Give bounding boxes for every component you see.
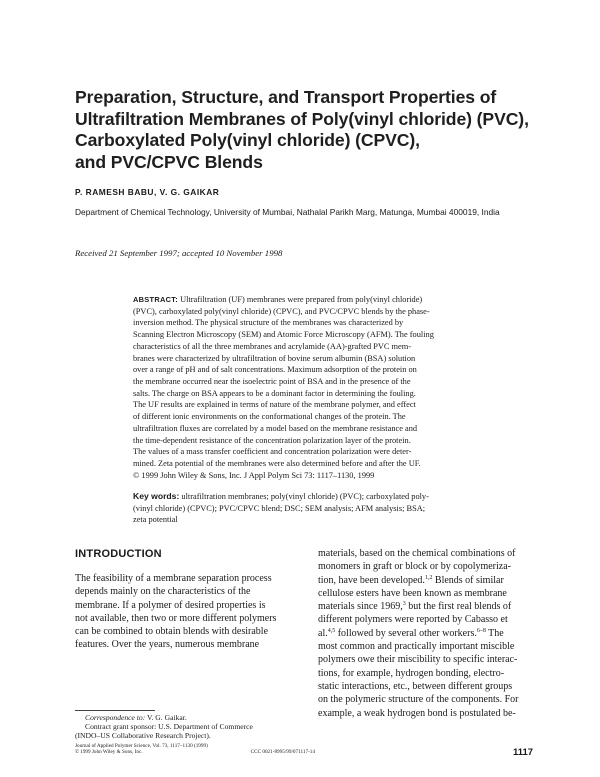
abstract-line: The values of a mass transfer coefficient and concentration polarization were deter- [133, 447, 412, 457]
body-line: features. Over the years, numerous membrane [75, 639, 260, 651]
abstract-line: the membrane occurred near the isoelectric point of BSA and in the presence of the [133, 377, 411, 387]
keywords-line: zeta potential [133, 515, 178, 525]
keywords-line [133, 491, 523, 503]
journal-citation: Journal of Applied Polymer Science, Vol. 73, 1117–1130 (1999) [75, 743, 208, 749]
title-line: Carboxylated Poly(vinyl chloride) (CPVC), [75, 130, 420, 151]
abstract-line: branes were characterized by ultrafiltration of bovine serum albumin (BSA) solution [133, 353, 416, 363]
body-line: The feasibility of a membrane separation process [75, 573, 272, 584]
body-text: al. [318, 627, 328, 639]
journal-copyright-row [75, 749, 315, 755]
body-line: monomers in graft or block or by copolymeriza- [318, 561, 511, 573]
grant-note: Contract grant sponsor: U.S. Department of Commerce [85, 722, 253, 731]
abstract-line: Scanning Electron Microscopy (SEM) and Atomic Force Microscopy (AFM). The fouling [133, 330, 434, 340]
ccc-code: CCC 0021-8995/99/071117-14 [250, 749, 315, 756]
body-line [318, 627, 545, 640]
body-line: example, a weak hydrogen bond is postulated be- [318, 707, 516, 719]
abstract-line: the time-dependent resistance of the concentration polarization layer of the protein. [133, 435, 411, 445]
journal-info [75, 743, 315, 756]
citation-ref: 4,5 [327, 627, 336, 634]
body-text: materials since 1969, [318, 601, 403, 613]
introduction-heading: INTRODUCTION [75, 548, 162, 560]
correspondence-note [75, 713, 305, 722]
body-line: depends mainly on the characteristics of the [75, 586, 251, 598]
abstract-line: salts. The charge on BSA appears to be a dominant factor in determining the fouling. [133, 388, 416, 398]
keywords [133, 491, 523, 526]
citation-ref: 6–8 [476, 627, 486, 634]
body-line [318, 574, 545, 587]
abstract-line: mined. Zeta potential of the membranes were also determined before and after the UF. [133, 459, 421, 469]
footnote-divider [75, 710, 155, 711]
body-line: can be combined to obtain blends with desirable [75, 626, 269, 638]
body-text: but the first real blends of [405, 601, 512, 613]
abstract-line [133, 294, 523, 306]
citation-ref: 1,2 [424, 574, 433, 581]
correspondence-name: V. G. Gaikar. [145, 713, 187, 722]
authors: P. RAMESH BABU, V. G. GAIKAR [75, 187, 220, 197]
abstract-line: ultrafiltration fluxes are correlated by a model based on the membrane resistance and [133, 423, 418, 433]
keywords-line: (vinyl chloride) (CPVC); PVC/CPVC blend; DSC; SEM analysis; AFM analysis; BSA; [133, 503, 426, 513]
abstract [133, 294, 523, 482]
body-text: Blends of similar [432, 574, 504, 586]
keywords-text: ultrafiltration membranes; poly(vinyl chloride) (PVC); carboxylated poly- [179, 492, 429, 501]
title-line: Preparation, Structure, and Transport Properties of [75, 87, 497, 107]
intro-column-right [318, 547, 545, 720]
body-line: not available, then two or more different polymers [75, 612, 277, 624]
received-dates: Received 21 September 1997; accepted 10 November 1998 [75, 248, 283, 258]
abstract-line: inversion method. The physical structure of the membranes was characterized by [133, 318, 404, 328]
grant-note: (INDO–US Collaborative Research Project). [75, 731, 211, 740]
copyright-citation: © 1999 John Wiley & Sons, Inc. J Appl Polym Sci 73: 1117–1130, 1999 [133, 470, 375, 480]
journal-copyright: © 1999 John Wiley & Sons, Inc. [75, 749, 143, 756]
affiliation: Department of Chemical Technology, University of Mumbai, Nathalal Parikh Marg, Matunga, Mumbai 400019, India [75, 207, 500, 217]
body-line: on the polymeric structure of the components. For [318, 694, 519, 706]
body-line: static interactions, etc., between different groups [318, 680, 513, 692]
abstract-line: (PVC), carboxylated poly(vinyl chloride) (CPVC), and PVC/CPVC blends by the phase- [133, 306, 430, 316]
body-line: most common and practically important miscible [318, 641, 515, 653]
body-line: materials, based on the chemical combinations of [318, 548, 516, 559]
body-text: followed by several other workers. [335, 627, 477, 639]
body-line: different polymers were reported by Cabasso et [318, 614, 508, 626]
body-line: polymers owe their miscibility to specific interac- [318, 654, 518, 666]
body-line: tions, for example, hydrogen bonding, electro- [318, 667, 505, 679]
abstract-label: ABSTRACT: [133, 295, 178, 304]
body-text: The [485, 627, 504, 639]
page-number: 1117 [513, 747, 534, 758]
body-line: membrane. If a polymer of desired properties is [75, 599, 266, 611]
title-line: Ultrafiltration Membranes of Poly(vinyl chloride) (PVC), [75, 108, 529, 129]
body-text: tion, have been developed. [318, 574, 425, 586]
abstract-line: of different ionic environments on the conformational changes of the protein. The [133, 412, 406, 422]
abstract-line: over a range of pH and of salt concentrations. Maximum adsorption of the protein on [133, 365, 417, 375]
body-line [318, 600, 545, 613]
title-line: and PVC/CPVC Blends [75, 151, 263, 172]
abstract-line: The UF results are explained in terms of nature of the membrane polymer, and effect [133, 400, 416, 410]
article-title [75, 87, 545, 173]
correspondence-label: Correspondence to: [85, 713, 146, 722]
body-line: cellulose esters have been known as membrane [318, 587, 507, 599]
abstract-line: characteristics of all the three membranes and acrylamide (AA)-grafted PVC mem- [133, 341, 412, 351]
citation-ref: 3 [402, 601, 406, 608]
intro-column-left [75, 572, 300, 652]
keywords-label: Key words: [133, 491, 180, 501]
abstract-text: Ultrafiltration (UF) membranes were prepared from poly(vinyl chloride) [178, 295, 423, 304]
footnotes [75, 713, 305, 740]
